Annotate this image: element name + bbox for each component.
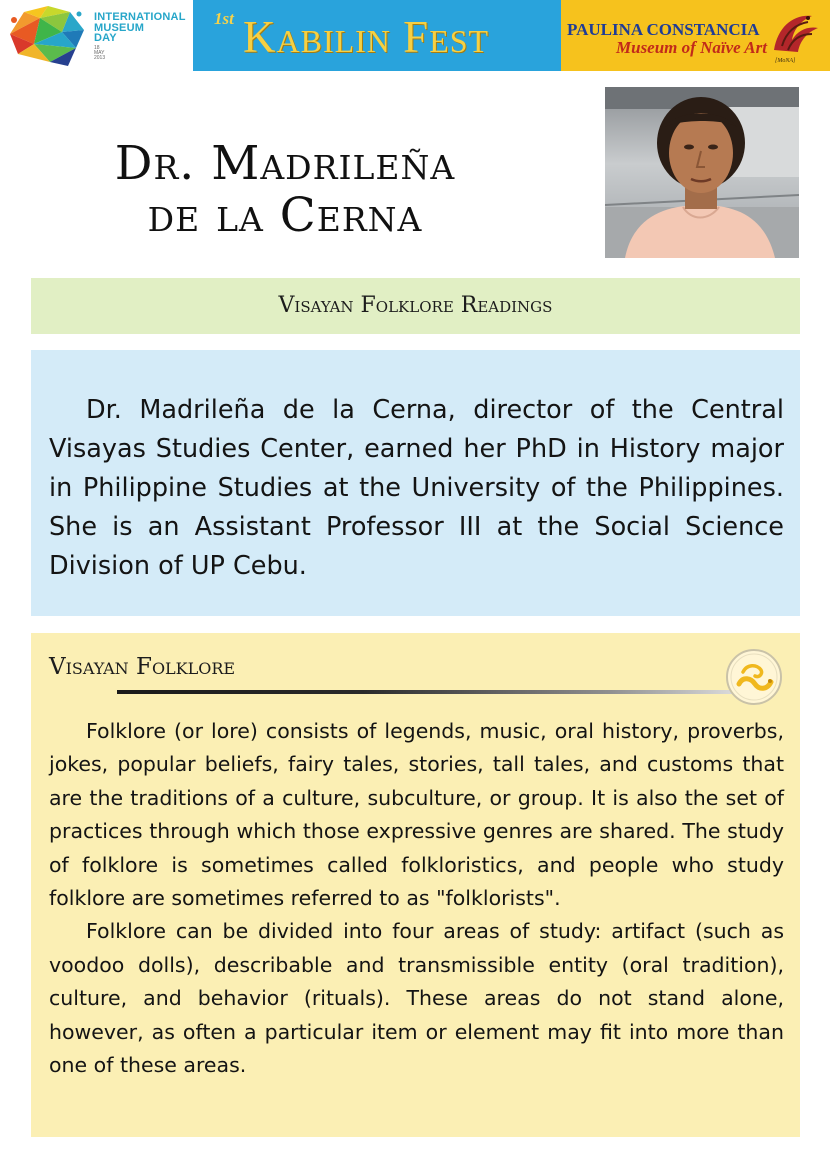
museum-day-brain-logo bbox=[4, 4, 90, 68]
museum-day-date-year: 2013 bbox=[94, 55, 106, 61]
museum-bird-logo bbox=[768, 6, 824, 58]
folklore-panel bbox=[31, 633, 800, 1137]
museum-abbreviation: [MoNA] bbox=[775, 58, 796, 64]
museum-day-line: MUSEUM bbox=[94, 21, 145, 34]
fest-ordinal: 1st bbox=[214, 9, 234, 28]
session-title: Visayan Folklore Readings bbox=[278, 293, 553, 318]
speaker-name-line2: de la Cerna bbox=[147, 188, 423, 243]
museum-day-line: DAY bbox=[94, 32, 117, 44]
serpent-emblem-icon bbox=[725, 648, 783, 706]
museum-name-line2: Museum of Naïve Art bbox=[616, 38, 767, 57]
museum-day-line: INTERNATIONAL bbox=[94, 11, 186, 23]
folklore-paragraph: Folklore can be divided into four areas of study: artifact (such as voodoo dolls), describable and transmissible entity (oral tradition), culture, and behavior (rituals). These areas do not stand alone, however, as often a particular item or element may fit into more than one of these areas. bbox=[49, 919, 784, 1078]
speaker-name bbox=[40, 138, 530, 242]
folklore-body bbox=[49, 715, 784, 1082]
speaker-portrait-photo bbox=[605, 87, 799, 258]
session-title-band bbox=[31, 278, 800, 334]
header-banner bbox=[0, 0, 830, 71]
museum-day-date-day: 18 bbox=[94, 45, 100, 51]
museum-day-logo-block bbox=[0, 0, 193, 71]
museum-day-wordmark bbox=[94, 12, 186, 44]
folklore-heading: Visayan Folklore bbox=[49, 654, 236, 680]
museum-day-date-month: MAY bbox=[94, 50, 105, 56]
speaker-name-line1: Dr. Madrileña bbox=[114, 136, 456, 191]
museum-name-line1: PAULINA CONSTANCIA bbox=[567, 20, 760, 39]
museum-day-date bbox=[94, 46, 105, 61]
fest-title: Kabilin Fest bbox=[243, 12, 490, 62]
speaker-bio-panel bbox=[31, 350, 800, 616]
speaker-bio-text: Dr. Madrileña de la Cerna, director of the Central Visayas Studies Center, earned her PhD in History major in Philippine Studies at the University of the Philippines. She is an Assistant Professor III at the Social Science Division of UP Cebu. bbox=[49, 395, 784, 581]
folklore-paragraph: Folklore (or lore) consists of legends, music, oral history, proverbs, jokes, popular beliefs, fairy tales, stories, tall tales, and customs that are the traditions of a culture, subculture, or group. It is also the set of practices through which those expressive genres are shared. The study of folklore is sometimes called folkloristics, and people who study folklore are sometimes referred to as "folklorists". bbox=[49, 719, 784, 911]
heading-divider bbox=[117, 690, 732, 694]
